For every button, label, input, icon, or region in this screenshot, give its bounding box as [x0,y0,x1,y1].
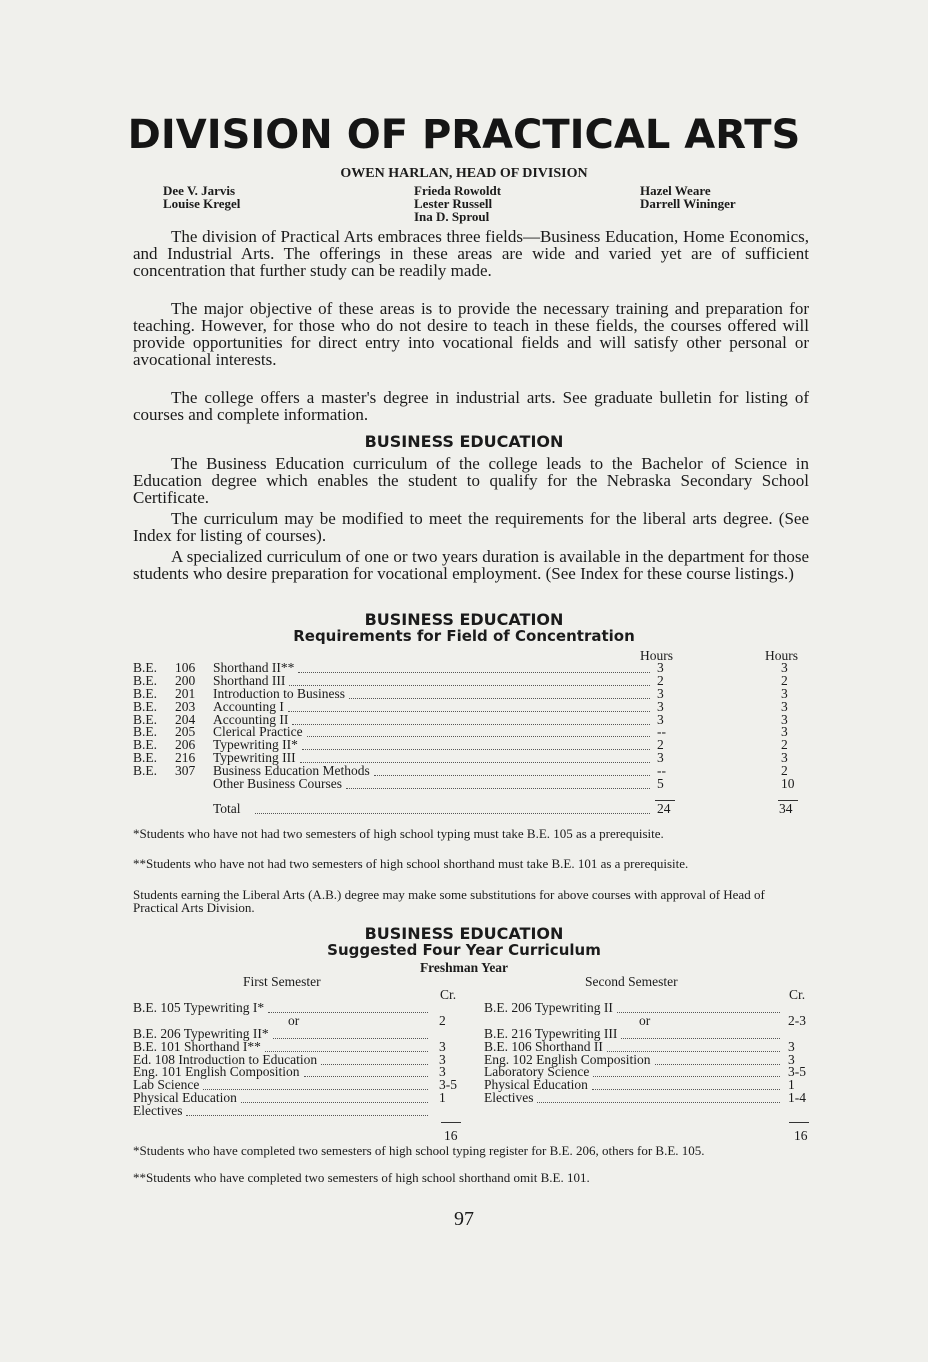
dept-code: B.E. [133,763,158,779]
curriculum-heading: BUSINESS EDUCATION [364,924,564,943]
total-hours-1: 24 [657,801,671,816]
staff-column-2 [414,184,501,223]
hours-col-2: 2 [781,672,788,688]
total-hours-2: 34 [779,801,793,816]
division-head: OWEN HARLAN, HEAD OF DIVISION [340,166,588,181]
hours-col-2: 3 [781,685,788,701]
course-title: Introduction to Business [213,685,345,701]
course-title: Electives [484,1090,534,1106]
credit-value: 2-3 [788,1012,806,1028]
sum-rule [441,1122,461,1123]
curriculum-row [133,1092,463,1105]
hours-col-2: 3 [781,698,788,714]
course-title: B.E. 106 Shorthand II [484,1038,603,1054]
leader-dots [288,711,650,712]
intro-paragraph: The major objective of these areas is to provide the necessary training and preparation for teaching. However, for those who do not desire to teach in these fields, the courses offered will provide opportunities for direct entry into vocational fields and will satisfy other personal or avocational interests. [133,299,809,369]
course-number: 200 [175,672,196,688]
leader-dots [349,698,650,699]
credit-value: 3 [439,1051,446,1067]
sum-rule [789,1122,809,1123]
business-paragraph: The Business Education curriculum of the college leads to the Bachelor of Science in Education degree which enables the student to qualify for the Nebraska Secondary School Certificate. [133,454,809,507]
hours-col-1: 3 [657,750,664,766]
course-number: 204 [175,711,196,727]
course-title: Shorthand II** [213,660,295,675]
dept-code: B.E. [133,711,158,727]
dept-code: B.E. [133,660,158,675]
hours-col-1: 2 [657,672,664,688]
course-title: Physical Education [133,1090,237,1106]
curriculum-row [484,1092,810,1105]
hours-col-1: -- [657,763,666,779]
table-row [133,778,813,791]
curriculum-row [133,1105,463,1118]
course-title: Accounting II [213,711,289,727]
requirements-total-row [133,803,813,816]
business-paragraph: A specialized curriculum of one or two years duration is available in the department for those students who desire preparation for vocational employment. (See Index for these course listings.) [133,547,809,583]
course-number: 206 [175,737,196,753]
second-semester-total: 16 [794,1128,808,1143]
hours-col-2: 3 [781,660,788,675]
section-heading: BUSINESS EDUCATION [364,432,564,451]
leader-dots [307,736,650,737]
course-number: 201 [175,685,196,701]
staff-column-1 [163,184,240,210]
dept-code: B.E. [133,724,158,740]
footnote: Students earning the Liberal Arts (A.B.) degree may make some substitutions for above courses with approval of Head of Practical Arts Division. [133,887,765,915]
page-title: DIVISION OF PRACTICAL ARTS [127,112,801,158]
hours-col-1: 3 [657,698,664,714]
course-title: Ed. 108 Introduction to Education [133,1051,318,1067]
leader-dots [593,1076,780,1077]
credit-value: 3 [788,1038,795,1054]
course-number: 205 [175,724,196,740]
course-title: Other Business Courses [213,776,342,792]
credit-value: 3-5 [439,1077,457,1093]
hours-col-2: 2 [781,737,788,753]
course-title: Physical Education [484,1077,588,1093]
requirements-heading: BUSINESS EDUCATION [364,610,564,629]
course-number: 203 [175,698,196,714]
first-semester-total: 16 [444,1128,458,1143]
page-number: 97 [454,1208,474,1230]
course-title: B.E. 101 Shorthand I** [133,1038,261,1054]
course-title: Business Education Methods [213,763,370,779]
dept-code: B.E. [133,737,158,753]
hours-col-2: 3 [781,711,788,727]
leader-dots [621,1038,780,1039]
leader-dots [346,788,650,789]
dept-code: B.E. [133,750,158,766]
course-title: Eng. 102 English Composition [484,1051,651,1067]
hours-col-2: 10 [781,776,795,792]
course-title: Clerical Practice [213,724,303,740]
staff-name: Dee V. Jarvis [163,183,236,198]
footnote: *Students who have not had two semesters of high school typing must take B.E. 105 as a prerequisite. [133,826,664,841]
leader-dots [255,813,650,814]
course-title: or [288,1012,300,1028]
course-title: Laboratory Science [484,1064,590,1080]
credit-value: 1-4 [788,1090,806,1106]
intro-paragraph: The college offers a master's degree in industrial arts. See graduate bulletin for listing of courses and complete information. [133,388,809,424]
course-number: 106 [175,660,196,675]
dept-code: B.E. [133,672,158,688]
staff-name: Louise Kregel [163,196,241,211]
hours-header-2: Hours [765,648,798,663]
hours-col-1: -- [657,724,666,740]
leader-dots [374,775,650,776]
leader-dots [655,1064,780,1065]
second-semester-label: Second Semester [585,974,678,989]
course-title: B.E. 206 Typewriting II [484,1000,613,1015]
course-title: Electives [133,1103,183,1119]
footnote: **Students who have completed two semesters of high school shorthand omit B.E. 101. [133,1170,590,1185]
course-title: Shorthand III [213,672,286,688]
staff-name: Darrell Wininger [640,196,736,211]
credit-value: 3 [439,1038,446,1054]
credit-header-first: Cr. [440,987,457,1002]
second-semester-list [484,1002,810,1105]
course-title: B.E. 216 Typewriting III [484,1025,618,1041]
leader-dots [592,1089,780,1090]
leader-dots [292,724,650,725]
first-semester-label: First Semester [243,974,321,989]
leader-dots [304,1076,428,1077]
course-title: Typewriting III [213,750,296,766]
course-title: Lab Science [133,1077,200,1093]
leader-dots [273,1038,428,1039]
credit-value: 3-5 [788,1064,806,1080]
dept-code: B.E. [133,685,158,701]
footnote: **Students who have not had two semesters of high school shorthand must take B.E. 101 as a prerequisite. [133,856,689,871]
leader-dots [186,1115,428,1116]
first-semester-list [133,1002,463,1118]
footnote: *Students who have completed two semesters of high school typing register for B.E. 206, others for B.E. 105. [133,1143,705,1158]
course-title: or [639,1012,651,1028]
hours-col-1: 3 [657,660,664,675]
curriculum-subheading: Suggested Four Year Curriculum [327,941,601,959]
leader-dots [302,749,650,750]
course-number: 307 [175,763,196,779]
credit-value: 3 [788,1051,795,1067]
business-paragraph: The curriculum may be modified to meet the requirements for the liberal arts degree. (See Index for listing of courses). [133,509,809,545]
staff-column-3 [640,184,736,210]
credit-value: 1 [439,1090,446,1106]
credit-value: 3 [439,1064,446,1080]
course-title: Eng. 101 English Composition [133,1064,300,1080]
staff-name: Ina D. Sproul [414,209,490,224]
dept-code: B.E. [133,698,158,714]
total-label: Total [213,801,241,816]
requirements-subheading: Requirements for Field of Concentration [293,627,635,645]
hours-col-2: 2 [781,763,788,779]
requirements-table [133,662,813,791]
hours-col-2: 3 [781,724,788,740]
course-title: Typewriting II* [213,737,298,753]
credit-header-second: Cr. [789,987,806,1002]
leader-dots [298,672,650,673]
course-title: Accounting I [213,698,284,714]
leader-dots [537,1102,780,1103]
course-number: 216 [175,750,196,766]
year-label: Freshman Year [419,960,509,975]
leader-dots [241,1102,428,1103]
leader-dots [321,1064,428,1065]
hours-col-1: 3 [657,685,664,701]
staff-name: Frieda Rowoldt [414,183,502,198]
hours-col-1: 3 [657,711,664,727]
hours-header-1: Hours [640,648,673,663]
hours-col-1: 2 [657,737,664,753]
hours-col-1: 5 [657,776,664,792]
intro-paragraph: The division of Practical Arts embraces three fields—Business Education, Home Economics, and Industrial Arts. The offerings in these areas are wide and varied yet are of sufficient concentration that further study can be readily made. [133,227,809,280]
course-title: B.E. 105 Typewriting I* [133,1000,265,1015]
credit-value: 2 [439,1012,446,1028]
hours-col-2: 3 [781,750,788,766]
course-title: B.E. 206 Typewriting II* [133,1025,269,1041]
staff-name: Lester Russell [414,196,493,211]
credit-value: 1 [788,1077,795,1093]
staff-name: Hazel Weare [640,183,711,198]
